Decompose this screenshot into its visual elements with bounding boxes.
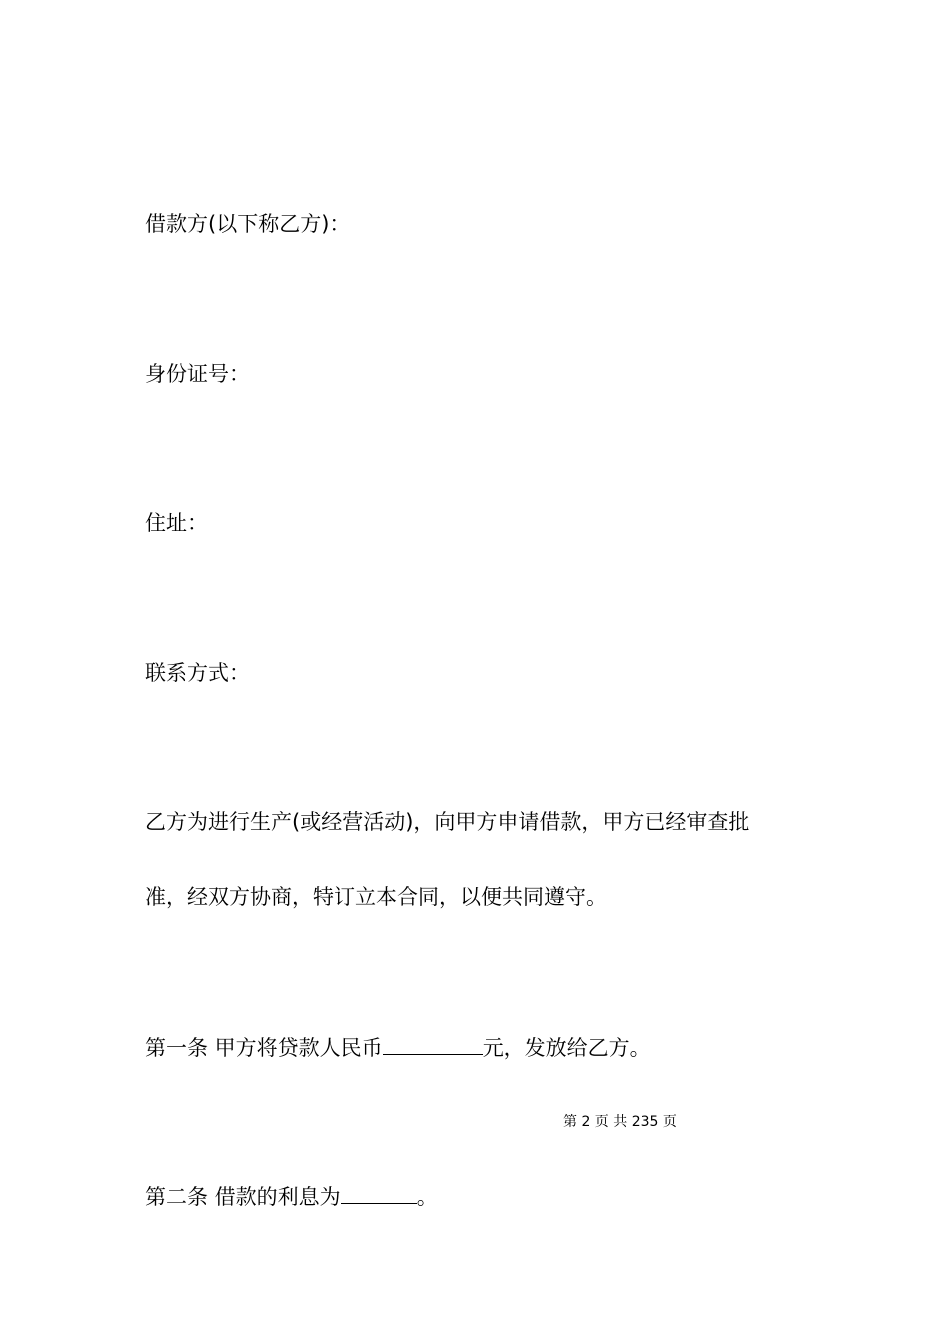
article-2-text-before: 第二条 借款的利息为 [145, 1185, 341, 1209]
article-1-text-after: 元，发放给乙方。 [482, 1036, 651, 1060]
article-1 [145, 1032, 651, 1063]
intro-line-1: 乙方为进行生产(或经营活动)，向甲方申请借款，甲方已经审查批 [145, 810, 750, 834]
contact-label: 联系方式： [145, 661, 250, 685]
address-label: 住址： [145, 511, 208, 535]
intro-line-2: 准，经双方协商，特订立本合同，以便共同遵守。 [145, 885, 607, 909]
article-2-text-after: 。 [416, 1185, 438, 1209]
interest-rate-blank [341, 1181, 417, 1204]
article-2 [145, 1181, 438, 1212]
page-number-footer: 第 2 页 共 235 页 [563, 1114, 677, 1130]
borrower-label: 借款方(以下称乙方)： [145, 212, 351, 236]
id-number-label: 身份证号： [145, 362, 250, 386]
loan-amount-blank [383, 1032, 483, 1055]
article-1-text-before: 第一条 甲方将贷款人民币 [145, 1036, 383, 1060]
